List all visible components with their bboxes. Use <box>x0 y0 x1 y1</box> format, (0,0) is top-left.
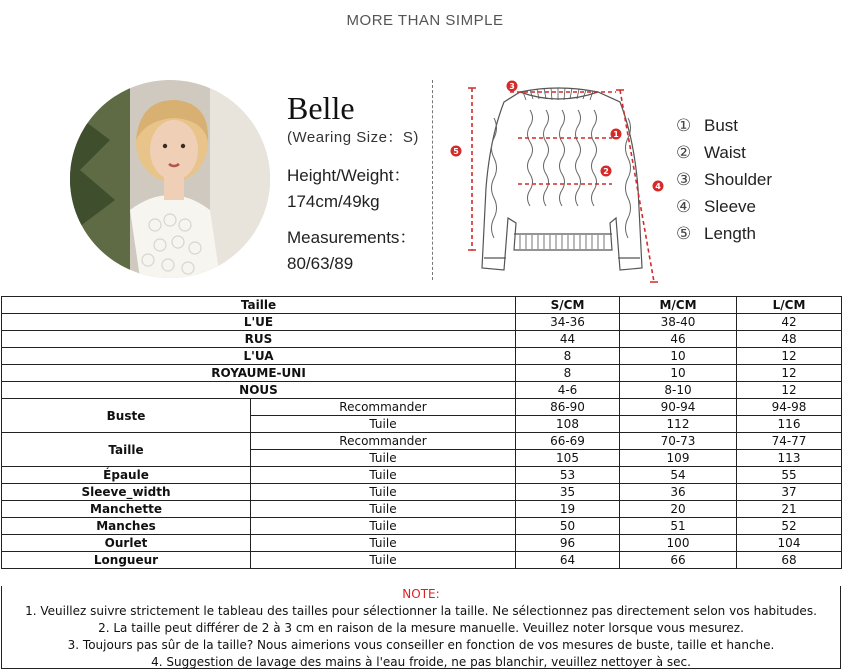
table-row: RUS 44 46 48 <box>2 331 842 348</box>
legend-item-shoulder: ③ Shoulder <box>676 170 773 189</box>
measurement-legend <box>676 112 772 247</box>
marker-3: 3 <box>509 82 515 91</box>
wearing-size: (Wearing Size：S) <box>287 129 419 146</box>
table-row: NOUS 4-6 8-10 12 <box>2 382 842 399</box>
measurements-label: Measurements： <box>287 228 417 247</box>
header-l: L/CM <box>737 297 842 314</box>
height-weight-label: Height/Weight： <box>287 166 411 185</box>
legend-item-length: ⑤ Length <box>676 224 756 243</box>
marker-5: 5 <box>453 147 459 156</box>
legend-item-bust: ① Bust <box>676 116 739 135</box>
table-row: Taille Recommander 66-69 70-73 74-77 <box>2 433 842 450</box>
legend-item-waist: ② Waist <box>676 143 746 162</box>
table-header-row <box>2 297 842 314</box>
notes-section <box>1 586 841 669</box>
table-row: Ourlet Tuile 96 100 104 <box>2 535 842 552</box>
note-line-1: 1. Veuillez suivre strictement le tableau des tailles pour sélectionner la taille. Ne sélectionnez pas directement selon vos habitudes. <box>25 604 817 618</box>
marker-2: 2 <box>603 167 609 176</box>
header-taille: Taille <box>2 297 516 314</box>
legend-item-sleeve: ④ Sleeve <box>676 197 756 216</box>
table-row: Buste Recommander 86-90 90-94 94-98 <box>2 399 842 416</box>
measurements-value: 80/63/89 <box>287 254 354 273</box>
table-row: ROYAUME-UNI 8 10 12 <box>2 365 842 382</box>
table-row: L'UA 8 10 12 <box>2 348 842 365</box>
size-chart-table <box>1 296 842 569</box>
model-name: Belle <box>287 90 355 126</box>
model-info <box>287 90 419 277</box>
header-m: M/CM <box>620 297 737 314</box>
note-line-4: 4. Suggestion de lavage des mains à l'eau froide, ne pas blanchir, veuillez nettoyer à sec. <box>151 655 691 669</box>
table-row: Sleeve_width Tuile 35 36 37 <box>2 484 842 501</box>
table-row: Tuile 105 109 113 <box>2 450 842 467</box>
table-row: Épaule Tuile 53 54 55 <box>2 467 842 484</box>
marker-4: 4 <box>655 182 661 191</box>
table-row: L'UE 34-36 38-40 42 <box>2 314 842 331</box>
model-photo <box>70 80 270 278</box>
sweater-measurement-diagram <box>448 78 673 293</box>
height-weight-value: 174cm/49kg <box>287 192 380 211</box>
table-row: Tuile 108 112 116 <box>2 416 842 433</box>
table-row: Manches Tuile 50 51 52 <box>2 518 842 535</box>
table-row: Manchette Tuile 19 20 21 <box>2 501 842 518</box>
section-divider <box>432 80 433 280</box>
brand-tagline: MORE THAN SIMPLE <box>346 12 504 29</box>
note-line-2: 2. La taille peut différer de 2 à 3 cm en raison de la mesure manuelle. Veuillez noter lorsque vous mesurez. <box>98 621 744 635</box>
table-row: Longueur Tuile 64 66 68 <box>2 552 842 569</box>
header-s: S/CM <box>516 297 620 314</box>
note-title: NOTE: <box>402 587 440 601</box>
note-line-3: 3. Toujours pas sûr de la taille? Nous aimerions vous conseiller en fonction de vos mesures de buste, taille et hanche. <box>67 638 775 652</box>
marker-1: 1 <box>613 130 619 139</box>
